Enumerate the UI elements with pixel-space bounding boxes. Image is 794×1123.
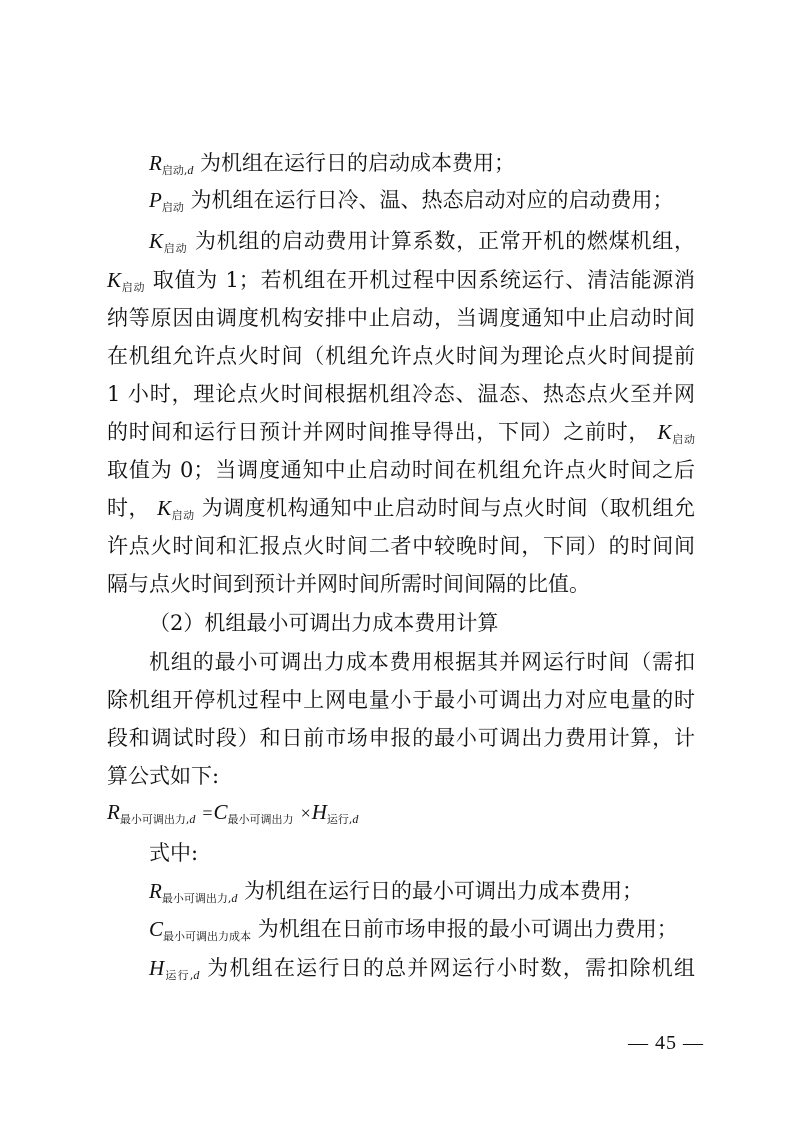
paragraph-line bbox=[107, 417, 695, 451]
paragraph-line: 1 小时，理论点火时间根据机组冷态、温态、热态点火至并网 bbox=[107, 382, 695, 406]
subscript-d: d bbox=[189, 812, 196, 826]
subscript-startup-d bbox=[162, 164, 194, 177]
subscript-startup: 启动 bbox=[161, 201, 184, 214]
subscript-text: 启动, bbox=[161, 164, 188, 177]
formula bbox=[107, 800, 358, 825]
subscript-startup: 启动 bbox=[171, 509, 195, 522]
subscript-startup: 启动 bbox=[671, 433, 695, 446]
symbol-r: R bbox=[149, 151, 162, 175]
text-line: 时， bbox=[107, 496, 150, 520]
paragraph-line: 算公式如下: bbox=[107, 764, 220, 788]
times-sign: × bbox=[300, 803, 311, 823]
text-line: 为机组在运行日的总并网运行小时数，需扣除机组 bbox=[207, 956, 696, 980]
text-line: 为调度机构通知中止启动时间与点火时间（取机组允 bbox=[201, 496, 696, 520]
page-number: — 45 — bbox=[628, 1032, 704, 1054]
text-line: 为机组在日前市场申报的最小可调出力费用； bbox=[257, 917, 678, 941]
text-line: 为机组在运行日冷、温、热态启动对应的启动费用； bbox=[190, 188, 674, 212]
symbol-p: P bbox=[149, 188, 162, 212]
subscript-d: d bbox=[231, 891, 238, 905]
paragraph-line: 段和调试时段）和日前市场申报的最小可调出力费用计算，计 bbox=[107, 726, 695, 750]
symbol-k: K bbox=[149, 229, 164, 253]
subscript-operation-d bbox=[164, 969, 199, 982]
subscript-text: 最小可调出力, bbox=[161, 892, 232, 905]
symbol-c: C bbox=[149, 917, 164, 941]
subscript-min-output-d bbox=[120, 813, 196, 826]
paragraph-line: 机组的最小可调出力成本费用根据其并网运行时间（需扣 bbox=[149, 650, 695, 674]
subscript-min-output: 最小可调出力 bbox=[227, 813, 294, 826]
subscript-text: 运行, bbox=[164, 969, 194, 982]
text-line: 的时间和运行日预计并网时间推导得出，下同）之前时， bbox=[107, 420, 651, 444]
paragraph-line: 除机组开停机过程中上网电量小于最小可调出力对应电量的时 bbox=[107, 688, 695, 712]
symbol-c: C bbox=[213, 800, 228, 824]
paragraph-line: 取值为 0；当调度通知中止启动时间在机组允许点火时间之后 bbox=[107, 458, 695, 482]
subscript-d: d bbox=[352, 812, 359, 826]
subscript-startup: 启动 bbox=[163, 242, 188, 255]
paragraph-line: 在机组允许点火时间（机组允许点火时间为理论点火时间提前 bbox=[107, 344, 695, 368]
symbol-k: K bbox=[657, 420, 672, 444]
subscript-d: d bbox=[193, 968, 200, 982]
section-heading: （2）机组最小可调出力成本费用计算 bbox=[149, 611, 499, 635]
symbol-h: H bbox=[149, 956, 165, 980]
paragraph-line: 纳等原因由调度机构安排中止启动，当调度通知中止启动时间 bbox=[107, 306, 695, 330]
subscript-text: 运行, bbox=[326, 813, 353, 826]
definition-p-startup bbox=[149, 185, 695, 219]
definition-c-min-output bbox=[149, 914, 695, 948]
symbol-r: R bbox=[107, 800, 120, 824]
text-line: 为机组的启动费用计算系数，正常开机的燃煤机组， bbox=[194, 229, 696, 253]
symbol-r: R bbox=[149, 879, 162, 903]
text-line: 取值为 1；若机组在开机过程中因系统运行、清洁能源消 bbox=[152, 268, 695, 292]
subscript-text: 最小可调出力, bbox=[119, 813, 190, 826]
where-label: 式中: bbox=[149, 841, 199, 865]
paragraph-line bbox=[107, 265, 695, 299]
subscript-operation-d bbox=[327, 813, 359, 826]
definition-k-startup bbox=[149, 226, 695, 260]
symbol-k: K bbox=[157, 496, 172, 520]
subscript-min-output-cost: 最小可调出力成本 bbox=[163, 930, 252, 943]
definition-h-operation bbox=[149, 953, 695, 987]
definition-r-min-output bbox=[149, 876, 695, 910]
text-line: 为机组在运行日的启动成本费用； bbox=[200, 151, 516, 175]
definition-r-startup bbox=[149, 148, 695, 182]
subscript-d: d bbox=[187, 163, 194, 177]
symbol-k: K bbox=[107, 268, 122, 292]
paragraph-line: 隔与点火时间到预计并网时间所需时间间隔的比值。 bbox=[107, 572, 590, 596]
text-line: 为机组在运行日的最小可调出力成本费用； bbox=[244, 879, 644, 903]
symbol-h: H bbox=[311, 800, 327, 824]
subscript-startup: 启动 bbox=[121, 281, 146, 294]
paragraph-line: 许点火时间和汇报点火时间二者中较晚时间，下同）的时间间 bbox=[107, 534, 695, 558]
paragraph-line bbox=[107, 493, 695, 527]
equals-sign: = bbox=[202, 803, 213, 823]
subscript-min-output-d bbox=[162, 892, 238, 905]
